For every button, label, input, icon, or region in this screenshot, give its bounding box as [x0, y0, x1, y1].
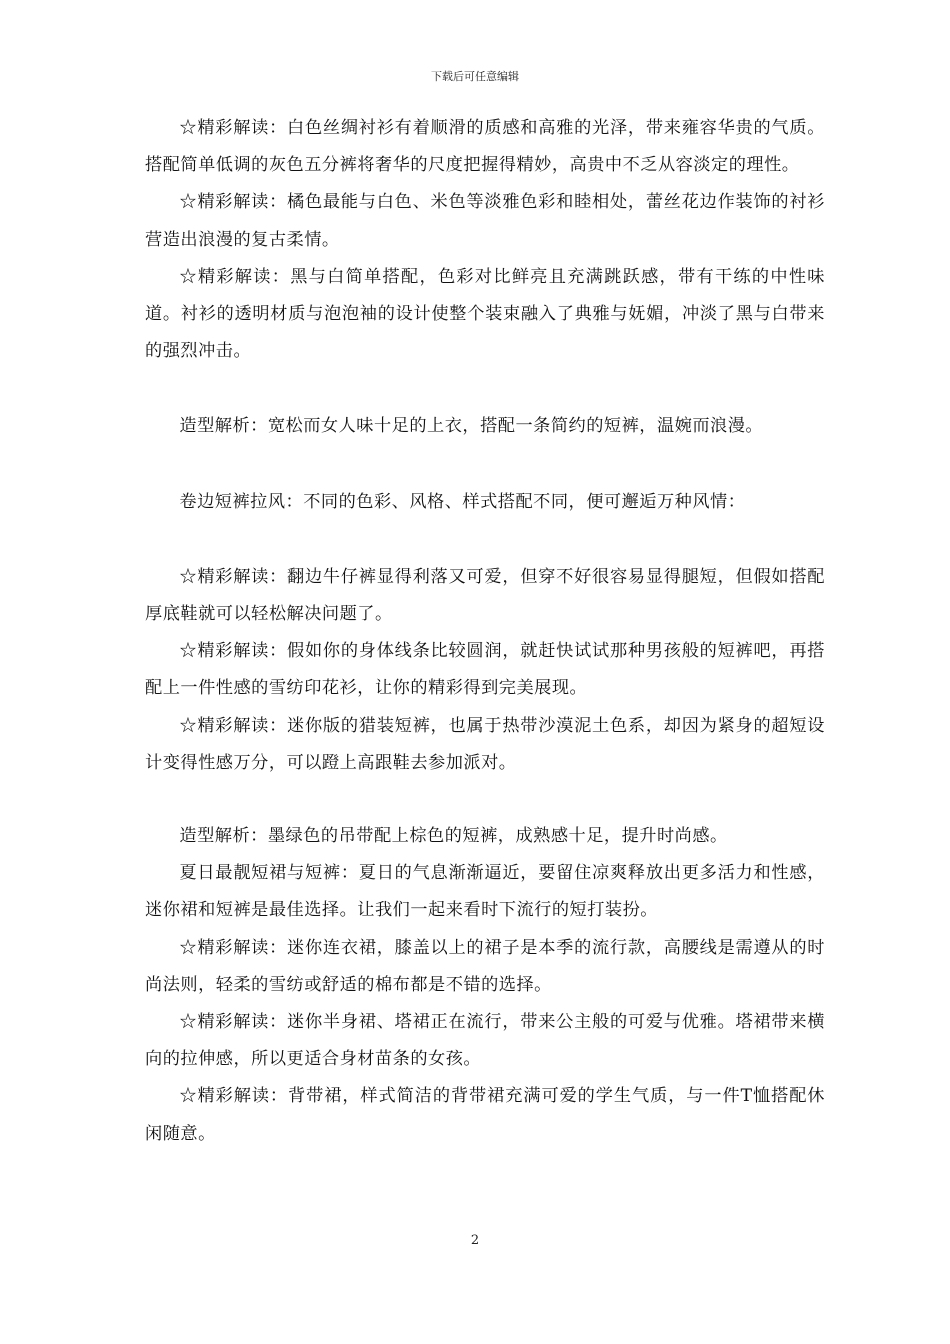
paragraph-7: ☆精彩解读：假如你的身体线条比较圆润，就赶快试试那种男孩般的短裤吧，再搭配上一件性感的雪纺印花衫，让你的精彩得到完美展现。	[145, 641, 825, 699]
body-text	[145, 110, 825, 1153]
paragraph-4: 造型解析：宽松而女人味十足的上衣，搭配一条简约的短裤，温婉而浪漫。	[179, 416, 764, 437]
paragraph-9: 造型解析：墨绿色的吊带配上棕色的短裤，成熟感十足，提升时尚感。	[179, 826, 728, 847]
paragraph-11: ☆精彩解读：迷你连衣裙，膝盖以上的裙子是本季的流行款，高腰线是需遵从的时尚法则，轻柔的雪纺或舒适的棉布都是不错的选择。	[145, 937, 825, 995]
paragraph-10: 夏日最靓短裙与短裤：夏日的气息渐渐逼近，要留住凉爽释放出更多活力和性感，迷你裙和短裤是最佳选择。让我们一起来看时下流行的短打装扮。	[145, 863, 825, 921]
paragraph-5: 卷边短裤拉风：不同的色彩、风格、样式搭配不同，便可邂逅万种风情：	[179, 491, 746, 512]
paragraph-12: ☆精彩解读：迷你半身裙、塔裙正在流行，带来公主般的可爱与优雅。塔裙带来横向的拉伸感，所以更适合身材苗条的女孩。	[145, 1012, 825, 1070]
paragraph-6: ☆精彩解读：翻边牛仔裤显得利落又可爱，但穿不好很容易显得腿短，但假如搭配厚底鞋就可以轻松解决问题了。	[145, 566, 825, 625]
paragraph-8: ☆精彩解读：迷你版的猎装短裤，也属于热带沙漠泥土色系，却因为紧身的超短设计变得性感万分，可以蹬上高跟鞋去参加派对。	[145, 715, 825, 773]
paragraph-2: ☆精彩解读：橘色最能与白色、米色等淡雅色彩和睦相处，蕾丝花边作装饰的衬衫营造出浪漫的复古柔情。	[145, 192, 825, 250]
paragraph-3: ☆精彩解读：黑与白简单搭配，色彩对比鲜亮且充满跳跃感，带有干练的中性味道。衬衫的透明材质与泡泡袖的设计使整个装束融入了典雅与妩媚，冲淡了黑与白带来的强烈冲击。	[145, 266, 825, 362]
header-note: 下载后可任意编辑	[431, 70, 519, 83]
page-number: 2	[470, 1233, 480, 1248]
paragraph-13: ☆精彩解读：背带裙，样式简洁的背带裙充满可爱的学生气质，与一件T恤搭配休闲随意。	[145, 1086, 825, 1144]
paragraph-1: ☆精彩解读：白色丝绸衬衫有着顺滑的质感和高雅的光泽，带来雍容华贵的气质。搭配简单低调的灰色五分裤将奢华的尺度把握得精妙，高贵中不乏从容淡定的理性。	[145, 118, 825, 176]
